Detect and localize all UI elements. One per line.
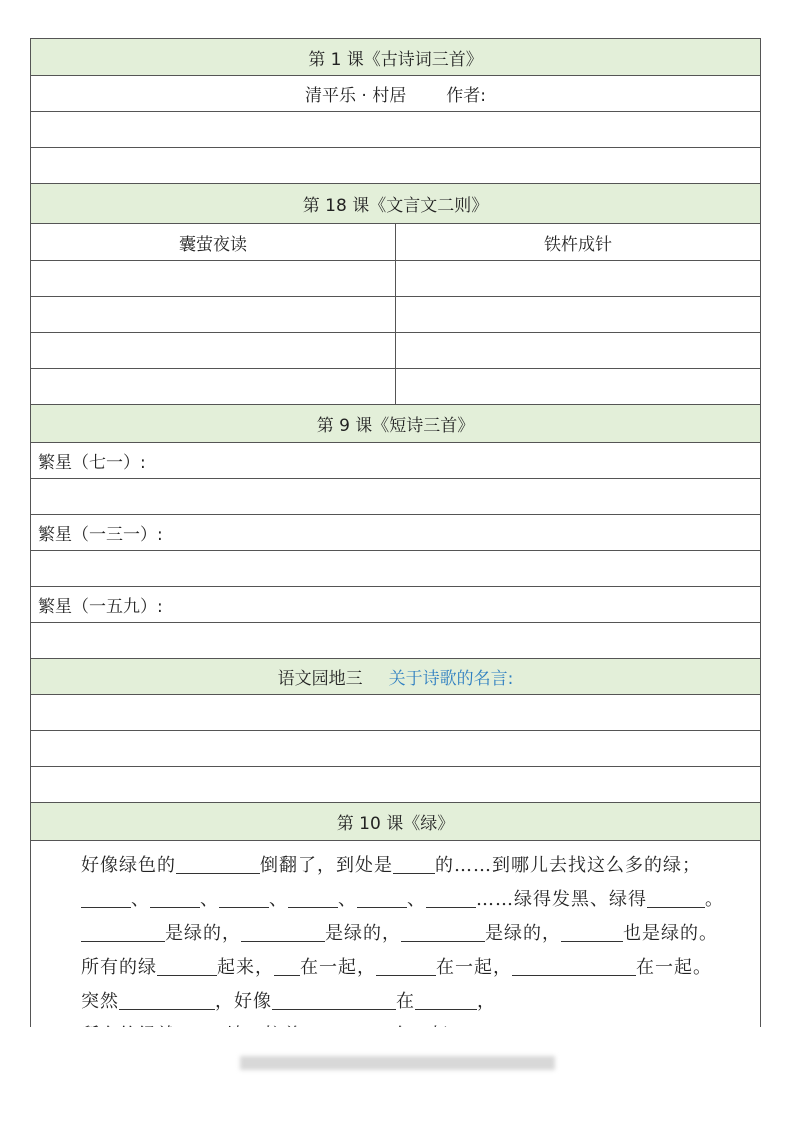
fill-blank[interactable] [241,919,325,942]
fill-blank[interactable] [376,953,436,976]
fill-blank[interactable] [150,885,200,908]
garden3-title: 语文园地三 [277,669,363,689]
poem-title: 清平乐 · 村居 [305,86,407,106]
lesson9-title: 第 9 课《短诗三首》 [316,416,475,436]
column-right-heading: 铁杵成针 [544,234,612,255]
answer-cell[interactable] [31,333,396,368]
table-row [30,368,761,404]
poem-label: 繁星（七一）: [38,453,146,473]
text-line: 是绿的， 是绿的， 是绿的， 也是绿的。 [81,917,760,951]
poem-label-row [30,586,761,622]
fill-blank[interactable] [561,919,623,942]
answer-cell[interactable] [396,261,760,296]
fill-blank[interactable] [157,953,217,976]
answer-line[interactable] [30,622,761,658]
fill-blank[interactable] [426,885,476,908]
fill-blank[interactable] [288,885,338,908]
lesson10-title: 第 10 课《绿》 [336,814,455,834]
fill-blank[interactable] [512,953,636,976]
text-line: 突然 ，好像 在 ， [81,985,760,1019]
poem-label: 繁星（一五九）: [38,597,163,617]
page-bottom-mask [0,1027,793,1122]
lesson18-title: 第 18 课《文言文二则》 [302,196,489,216]
answer-line[interactable] [30,694,761,730]
answer-cell[interactable] [31,261,396,296]
poem-label-row [30,442,761,478]
text-line: 所有的绿 起来， 在一起， 在一起， 在一起。 [81,951,760,985]
answer-line[interactable] [30,147,761,183]
lesson9-header [30,404,761,442]
poem-label-row [30,514,761,550]
lesson18-header [30,183,761,223]
fill-blank[interactable] [219,885,269,908]
fill-blank[interactable] [274,953,300,976]
answer-line[interactable] [30,550,761,586]
fill-blank[interactable] [81,919,165,942]
text-line: 、 、 、 、 、 ……绿得发黑、绿得 。 [81,883,760,917]
text-line: 好像绿色的 倒翻了，到处是 的……到哪儿去找这么多的绿； [81,849,760,883]
garden3-subtitle: 关于诗歌的名言: [388,669,514,689]
fill-blank[interactable] [81,885,131,908]
lesson10-header [30,802,761,840]
fill-blank[interactable] [119,987,215,1010]
lesson18-columns [30,223,761,260]
answer-line[interactable] [30,478,761,514]
lesson1-title: 第 1 课《古诗词三首》 [308,49,483,70]
fill-blank[interactable] [401,919,485,942]
column-left-heading: 囊萤夜读 [31,224,396,260]
table-row [30,332,761,368]
author-label: 作者: [446,86,486,106]
answer-cell[interactable] [396,297,760,332]
worksheet [30,38,761,1065]
poem-label: 繁星（一三一）: [38,525,163,545]
answer-line[interactable] [30,730,761,766]
fill-blank[interactable] [647,885,705,908]
answer-cell[interactable] [31,369,396,404]
lesson1-poem-row [30,75,761,111]
blurred-footer [240,1056,555,1070]
fill-blank[interactable] [393,851,435,874]
answer-line[interactable] [30,766,761,802]
answer-cell[interactable] [396,369,760,404]
fill-blank[interactable] [357,885,407,908]
lesson1-header [30,38,761,75]
fill-blank[interactable] [176,851,260,874]
fill-blank[interactable] [415,987,477,1010]
answer-cell[interactable] [31,297,396,332]
table-row [30,296,761,332]
answer-line[interactable] [30,111,761,147]
fill-blank[interactable] [272,987,396,1010]
table-row [30,260,761,296]
answer-cell[interactable] [396,333,760,368]
garden3-header [30,658,761,694]
